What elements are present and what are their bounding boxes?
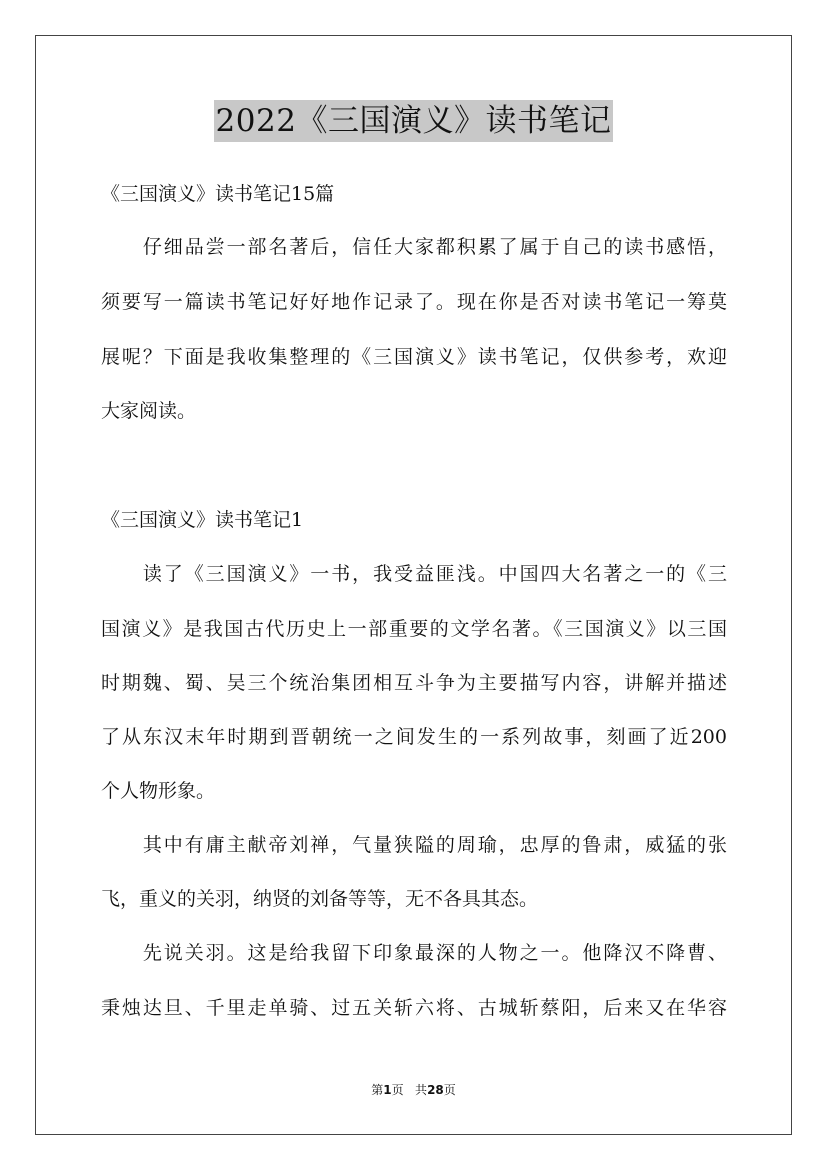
page-prefix: 第 — [371, 1083, 384, 1097]
total-prefix: 共 — [415, 1083, 428, 1097]
page-suffix: 页 — [391, 1083, 404, 1097]
para3-line-1: 先说关羽。这是给我留下印象最深的人物之一。他降汉不降曹、 — [101, 942, 727, 964]
document-subtitle: 《三国演义》读书笔记15篇 — [101, 183, 335, 205]
intro-line-1: 仔细品尝一部名著后，信任大家都积累了属于自己的读书感悟， — [101, 236, 727, 258]
para3-line-2: 秉烛达旦、千里走单骑、过五关斩六将、古城斩蔡阳，后来又在华容 — [101, 997, 727, 1019]
intro-line-2: 须要写一篇读书笔记好好地作记录了。现在你是否对读书笔记一筹莫 — [101, 291, 727, 313]
page-footer — [0, 1082, 827, 1098]
para2-line-2: 飞，重义的关羽，纳贤的刘备等等，无不各具其态。 — [101, 888, 539, 910]
intro-line-4: 大家阅读。 — [101, 400, 197, 422]
para1-line-5: 个人物形象。 — [101, 780, 216, 802]
para1-line-2: 国演义》是我国古代历史上一部重要的文学名著。《三国演义》以三国 — [101, 618, 727, 640]
para1-line-4: 了从东汉末年时期到晋朝统一之间发生的一系列故事，刻画了近200 — [101, 726, 727, 748]
total-pages: 28 — [427, 1083, 444, 1097]
total-suffix: 页 — [443, 1083, 456, 1097]
para1-line-1: 读了《三国演义》一书，我受益匪浅。中国四大名著之一的《三 — [101, 563, 727, 585]
intro-line-3: 展呢？下面是我收集整理的《三国演义》读书笔记，仅供参考，欢迎 — [101, 346, 727, 368]
title-container — [0, 100, 827, 142]
document-title: 2022《三国演义》读书笔记 — [214, 100, 614, 142]
section-heading: 《三国演义》读书笔记1 — [101, 509, 304, 531]
page-number: 1 — [383, 1083, 392, 1097]
para2-line-1: 其中有庸主献帝刘禅，气量狭隘的周瑜，忠厚的鲁肃，威猛的张 — [101, 834, 727, 856]
para1-line-3: 时期魏、蜀、吴三个统治集团相互斗争为主要描写内容，讲解并描述 — [101, 672, 727, 694]
